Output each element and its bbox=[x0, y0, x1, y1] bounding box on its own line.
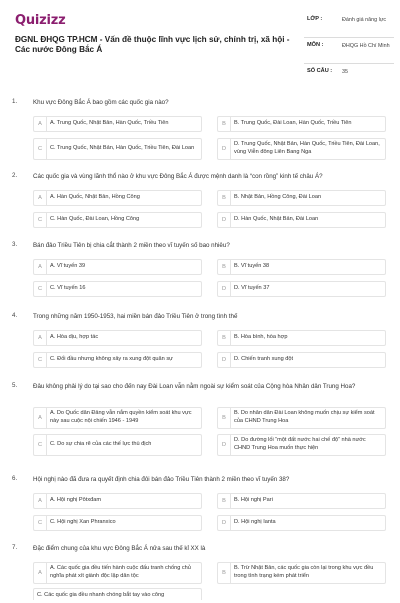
option-text: B. Nhật Bản, Hồng Công, Đài Loan bbox=[234, 194, 322, 201]
option-text: C. Vĩ tuyến 16 bbox=[50, 285, 86, 292]
option-b[interactable] bbox=[217, 259, 386, 275]
question-number: 2. bbox=[12, 172, 18, 179]
option-text: D. Trung Quốc, Nhật Bản, Hàn Quốc, Triều Tiên, Đài Loan, vùng Viễn đông Liên Bang Nga bbox=[234, 141, 380, 155]
option-text: C. Hàn Quốc, Đài Loan, Hồng Công bbox=[50, 216, 140, 223]
question-number: 5. bbox=[12, 382, 18, 389]
option-letter: C bbox=[34, 282, 47, 296]
option-text: A. Các quốc gia đều tiến hành cuộc đấu tranh chống chủ nghĩa phát xít giành độc lập dân tộc bbox=[50, 565, 191, 579]
option-letter: C bbox=[34, 139, 47, 159]
option-letter: D bbox=[218, 516, 231, 530]
option-text: B. Trừ Nhật Bản, các quốc gia còn lại trong khu vực đều trong tình trạng kém phát triển bbox=[234, 565, 374, 579]
option-a[interactable] bbox=[33, 493, 202, 509]
option-text: B. Hội nghị Pari bbox=[234, 497, 273, 504]
option-c[interactable] bbox=[33, 434, 202, 456]
option-letter: D bbox=[218, 213, 231, 227]
option-c[interactable] bbox=[33, 352, 202, 368]
option-text: C. Do sự chia rẽ của các thế lực thù địch bbox=[50, 441, 152, 448]
option-letter: C bbox=[34, 435, 47, 455]
option-text: D. Hội nghị Ianta bbox=[234, 519, 276, 526]
option-text: D. Hàn Quốc, Nhật Bản, Đài Loan bbox=[234, 216, 319, 223]
class-value: Đánh giá năng lực bbox=[342, 17, 387, 23]
option-c[interactable] bbox=[33, 212, 202, 228]
question-text: Khu vực Đông Bắc Á bao gồm các quốc gia nào? bbox=[33, 99, 169, 106]
worksheet-title: ĐGNL ĐHQG TP.HCM - Vấn đề thuộc lĩnh vực lịch sử, chính trị, xã hội - Các nước Đông Bắc Á bbox=[15, 35, 290, 54]
option-text: A. Hòa dịu, hợp tác bbox=[50, 334, 99, 341]
meta-row-class bbox=[304, 12, 394, 38]
class-label: LỚP : bbox=[307, 16, 323, 22]
subject-value: ĐHQG Hồ Chí Minh bbox=[342, 43, 390, 49]
option-b[interactable] bbox=[217, 190, 386, 206]
quizizz-logo: Quizizz bbox=[15, 13, 66, 28]
option-b[interactable] bbox=[217, 493, 386, 509]
option-letter: B bbox=[218, 331, 231, 345]
question-text: Các quốc gia và vùng lãnh thổ nào ở khu vực Đông Bắc Á được mệnh danh là “con rồng” kinh tế châu Á? bbox=[33, 173, 323, 180]
option-text: C. Hội nghị Xan Phranxico bbox=[50, 519, 116, 526]
option-a[interactable] bbox=[33, 562, 202, 584]
question-text: Đâu không phải lý do tại sao cho đến nay Đài Loan vẫn nằm ngoài sự kiểm soát của Cộng hòa Nhân dân Trung Hoa? bbox=[33, 383, 356, 390]
option-letter: B bbox=[218, 260, 231, 274]
option-b[interactable] bbox=[217, 330, 386, 346]
worksheet-header bbox=[0, 0, 400, 84]
question-text: Bán đảo Triều Tiên bị chia cắt thành 2 miền theo vĩ tuyến số bao nhiêu? bbox=[33, 242, 230, 249]
question-number: 4. bbox=[12, 312, 18, 319]
option-letter: B bbox=[218, 563, 231, 583]
option-text: A. Hàn Quốc, Nhật Bản, Hồng Công bbox=[50, 194, 140, 201]
question-count-value: 35 bbox=[342, 69, 348, 75]
option-letter: B bbox=[218, 117, 231, 131]
option-a[interactable] bbox=[33, 190, 202, 206]
option-text: D. Vĩ tuyến 37 bbox=[234, 285, 270, 292]
option-letter: B bbox=[218, 408, 231, 428]
option-text: C. Các quốc gia đều nhanh chóng bắt tay vào công bbox=[37, 592, 165, 598]
option-letter: C bbox=[34, 516, 47, 530]
option-letter: A bbox=[34, 117, 47, 131]
option-a[interactable] bbox=[33, 116, 202, 132]
option-letter: D bbox=[218, 435, 231, 455]
option-letter: A bbox=[34, 408, 47, 428]
option-text: B. Trung Quốc, Đài Loan, Hàn Quốc, Triều Tiên bbox=[234, 120, 352, 127]
option-text: A. Vĩ tuyến 39 bbox=[50, 263, 86, 270]
subject-label: MÔN : bbox=[307, 42, 324, 48]
worksheet-meta bbox=[304, 12, 394, 78]
option-letter: A bbox=[34, 260, 47, 274]
question-number: 7. bbox=[12, 544, 18, 551]
question-text: Đặc điểm chung của khu vực Đông Bắc Á nửa sau thế kỉ XX là bbox=[33, 545, 206, 552]
question-text: Hội nghị nào đã đưa ra quyết định chia đôi bán đảo Triều Tiên thành 2 miền theo vĩ tuyến 38? bbox=[33, 476, 290, 483]
question-number: 3. bbox=[12, 241, 18, 248]
option-a[interactable] bbox=[33, 330, 202, 346]
option-letter: C bbox=[34, 353, 47, 367]
option-d[interactable] bbox=[217, 352, 386, 368]
meta-row-count bbox=[304, 64, 394, 78]
option-a[interactable] bbox=[33, 259, 202, 275]
option-text: C. Trung Quốc, Nhật Bản, Hàn Quốc, Triều Tiên, Đài Loan bbox=[50, 145, 195, 152]
option-b[interactable] bbox=[217, 407, 386, 429]
option-c[interactable] bbox=[33, 515, 202, 531]
option-letter: D bbox=[218, 353, 231, 367]
option-text: B. Hòa bình, hòa hợp bbox=[234, 334, 288, 341]
option-c[interactable] bbox=[33, 588, 202, 600]
question-number: 1. bbox=[12, 98, 18, 105]
option-letter: B bbox=[218, 494, 231, 508]
option-d[interactable] bbox=[217, 281, 386, 297]
option-letter: D bbox=[218, 139, 231, 159]
option-letter: A bbox=[34, 191, 47, 205]
option-d[interactable] bbox=[217, 212, 386, 228]
option-letter: C bbox=[34, 213, 47, 227]
option-letter: A bbox=[34, 494, 47, 508]
option-b[interactable] bbox=[217, 562, 386, 584]
option-text: A. Trung Quốc, Nhật Bản, Hàn Quốc, Triều Tiên bbox=[50, 120, 169, 127]
question-text: Trong những năm 1950-1953, hai miền bán đảo Triều Tiên ở trong tình thế bbox=[33, 313, 238, 320]
option-text: C. Đối đầu nhưng không xảy ra xung đột quân sự bbox=[50, 356, 173, 363]
option-c[interactable] bbox=[33, 281, 202, 297]
option-text: A. Hội nghị Pôtxđam bbox=[50, 497, 101, 504]
option-d[interactable] bbox=[217, 138, 386, 160]
question-count-label: SỐ CÂU : bbox=[307, 68, 333, 74]
option-c[interactable] bbox=[33, 138, 202, 160]
option-d[interactable] bbox=[217, 515, 386, 531]
option-text: B. Do nhân dân Đài Loan không muốn chịu sự kiểm soát của CHND Trung Hoa bbox=[234, 410, 375, 424]
question-number: 6. bbox=[12, 475, 18, 482]
option-letter: A bbox=[34, 331, 47, 345]
option-text: A. Do Quốc dân Đảng vẫn nắm quyền kiểm soát khu vực này sau cuộc nội chiến 1946 - 1949 bbox=[50, 410, 192, 424]
option-text: D. Do đường lối “một đất nước hai chế độ” nhà nước CHND Trung Hoa muốn thực hiện bbox=[234, 437, 366, 451]
option-letter: A bbox=[34, 563, 47, 583]
option-letter: D bbox=[218, 282, 231, 296]
option-text: B. Vĩ tuyến 38 bbox=[234, 263, 270, 270]
option-b[interactable] bbox=[217, 116, 386, 132]
option-letter: B bbox=[218, 191, 231, 205]
option-text: D. Chiến tranh xung đột bbox=[234, 356, 294, 363]
meta-row-subject bbox=[304, 38, 394, 64]
option-d[interactable] bbox=[217, 434, 386, 456]
option-a[interactable] bbox=[33, 407, 202, 429]
